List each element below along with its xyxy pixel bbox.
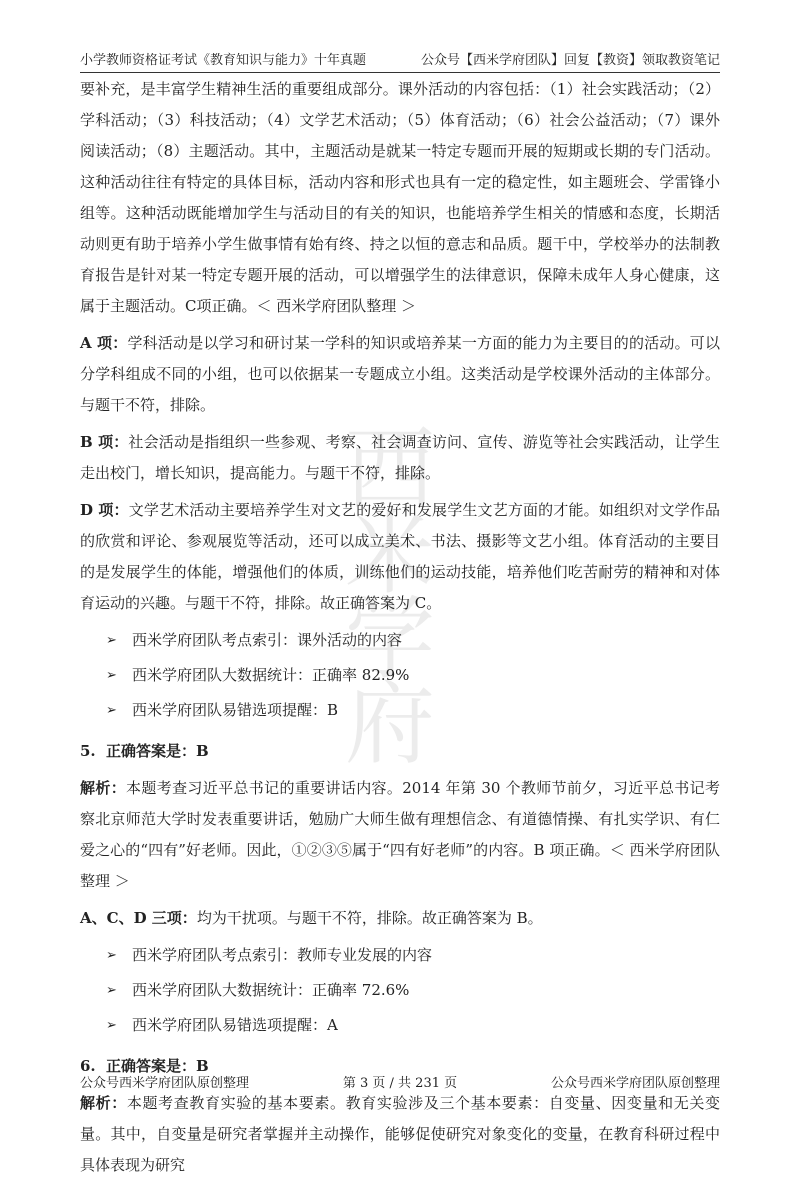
page-number: 第 3 页 / 共 231 页 <box>342 1076 458 1091</box>
arrow-bullet-icon: ➢ <box>106 948 117 963</box>
option-b-text: 社会活动是指组织一些参观、考察、社会调查访问、宣传、游览等社会实践活动，让学生走出校门，增长知识，提高能力。与题干不符，排除。 <box>80 433 720 482</box>
footer-right: 公众号西米学府团队原创整理 <box>550 1076 720 1091</box>
list-item: ➢ 西米学府团队易错选项提醒：B <box>80 695 720 726</box>
question-6-answer: 6. 正确答案是：B <box>80 1057 209 1075</box>
question-6-analysis: 解析：本题考查教育实验的基本要素。教育实验涉及三个基本要素：自变量、因变量和无关变量。其中，自变量是研究者掌握并主动操作，能够促使研究对象变化的变量，在教育科研过程中具体表现为研究 <box>80 1094 720 1174</box>
arrow-bullet-icon: ➢ <box>106 1018 117 1033</box>
list-item: ➢ 西米学府团队考点索引：教师专业发展的内容 <box>80 940 720 971</box>
svg-text:学: 学 <box>345 587 435 692</box>
arrow-bullet-icon: ➢ <box>106 668 117 683</box>
question-5-analysis: 解析：本题考查习近平总书记的重要讲话内容。2014 年第 30 个教师节前夕，习近平总书记考察北京师范大学时发表重要讲话，勉励广大师生做有理想信念、有道德情操、有扎实学识、有仁爱之心的“四有”好老师。因此，①②③⑤属于“四有好老师”的内容。B 项正确。＜ 西米学府团队整理 ＞ <box>80 779 720 890</box>
list-item: ➢ 西米学府团队考点索引：课外活动的内容 <box>80 625 720 656</box>
option-b-analysis <box>80 427 720 489</box>
paragraph-continued: 要补充，是丰富学生精神生活的重要组成部分。课外活动的内容包括：（1）社会实践活动；（2）学科活动；（3）科技活动；（4）文学艺术活动；（5）体育活动；（6）社会公益活动；（7）课外阅读活动；（8）主题活动。其中，主题活动是就某一特定专题而开展的短期或长期的专门活动。这种活动往往有特定的具体目标，活动内容和形式也具有一定的稳定性，如主题班会、学雷锋小组等。这种活动既能增加学生与活动目的有关的知识，也能培养学生相关的情感和态度，长期活动则更有助于培养小学生做事情有始有终、持之以恒的意志和品质。题干中，学校举办的法制教育报告是针对某一特定专题开展的活动，可以增强学生的法律意识，保障未成年人身心健康，这属于主题活动。C项正确。＜ 西米学府团队整理 ＞ <box>80 80 720 315</box>
option-b-label: B 项： <box>80 433 129 451</box>
header-left-title: 小学教师资格证考试《教育知识与能力》十年真题 <box>80 53 367 68</box>
svg-text:西: 西 <box>345 420 435 522</box>
svg-text:府: 府 <box>345 672 435 777</box>
svg-text:米: 米 <box>345 502 435 607</box>
question-5-answer: 5. 正确答案是：B <box>80 742 209 760</box>
option-a-label: A 项： <box>80 334 128 352</box>
footer-left: 公众号西米学府团队原创整理 <box>80 1076 250 1091</box>
option-a-analysis <box>80 328 720 421</box>
option-d-text: 文学艺术活动主要培养学生对文艺的爱好和发展学生文艺方面的才能。如组织对文学作品的欣赏和评论、参观展览等活动，还可以成立美术、书法、摄影等文艺小组。体育活动的主要目的是发展学生的体能，增强他们的体质，训练他们的运动技能，培养他们吃苦耐劳的精神和对体育运动的兴趣。与题干不符，排除。故正确答案为 C。 <box>80 501 720 612</box>
page-footer <box>80 1072 720 1091</box>
arrow-bullet-icon: ➢ <box>106 633 117 648</box>
option-d-label: D 项： <box>80 501 129 519</box>
page-content <box>80 74 720 1187</box>
list-item: ➢ 西米学府团队易错选项提醒：A <box>80 1010 720 1041</box>
page-header <box>80 40 720 73</box>
question-5-others: A、C、D 三项：均为干扰项。与题干不符，排除。故正确答案为 B。 <box>80 909 543 927</box>
arrow-bullet-icon: ➢ <box>106 983 117 998</box>
header-right-note: 公众号【西米学府团队】回复【教资】领取教资笔记 <box>420 53 720 68</box>
option-a-text: 学科活动是以学习和研讨某一学科的知识或培养某一方面的能力为主要目的的活动。可以分学科组成不同的小组，也可以依据某一专题成立小组。这类活动是学校课外活动的主体部分。与题干不符，排除。 <box>80 334 720 414</box>
list-item: ➢ 西米学府团队大数据统计：正确率 72.6% <box>80 975 720 1006</box>
arrow-bullet-icon: ➢ <box>106 703 117 718</box>
list-item: ➢ 西米学府团队大数据统计：正确率 82.9% <box>80 660 720 691</box>
option-d-analysis <box>80 495 720 619</box>
